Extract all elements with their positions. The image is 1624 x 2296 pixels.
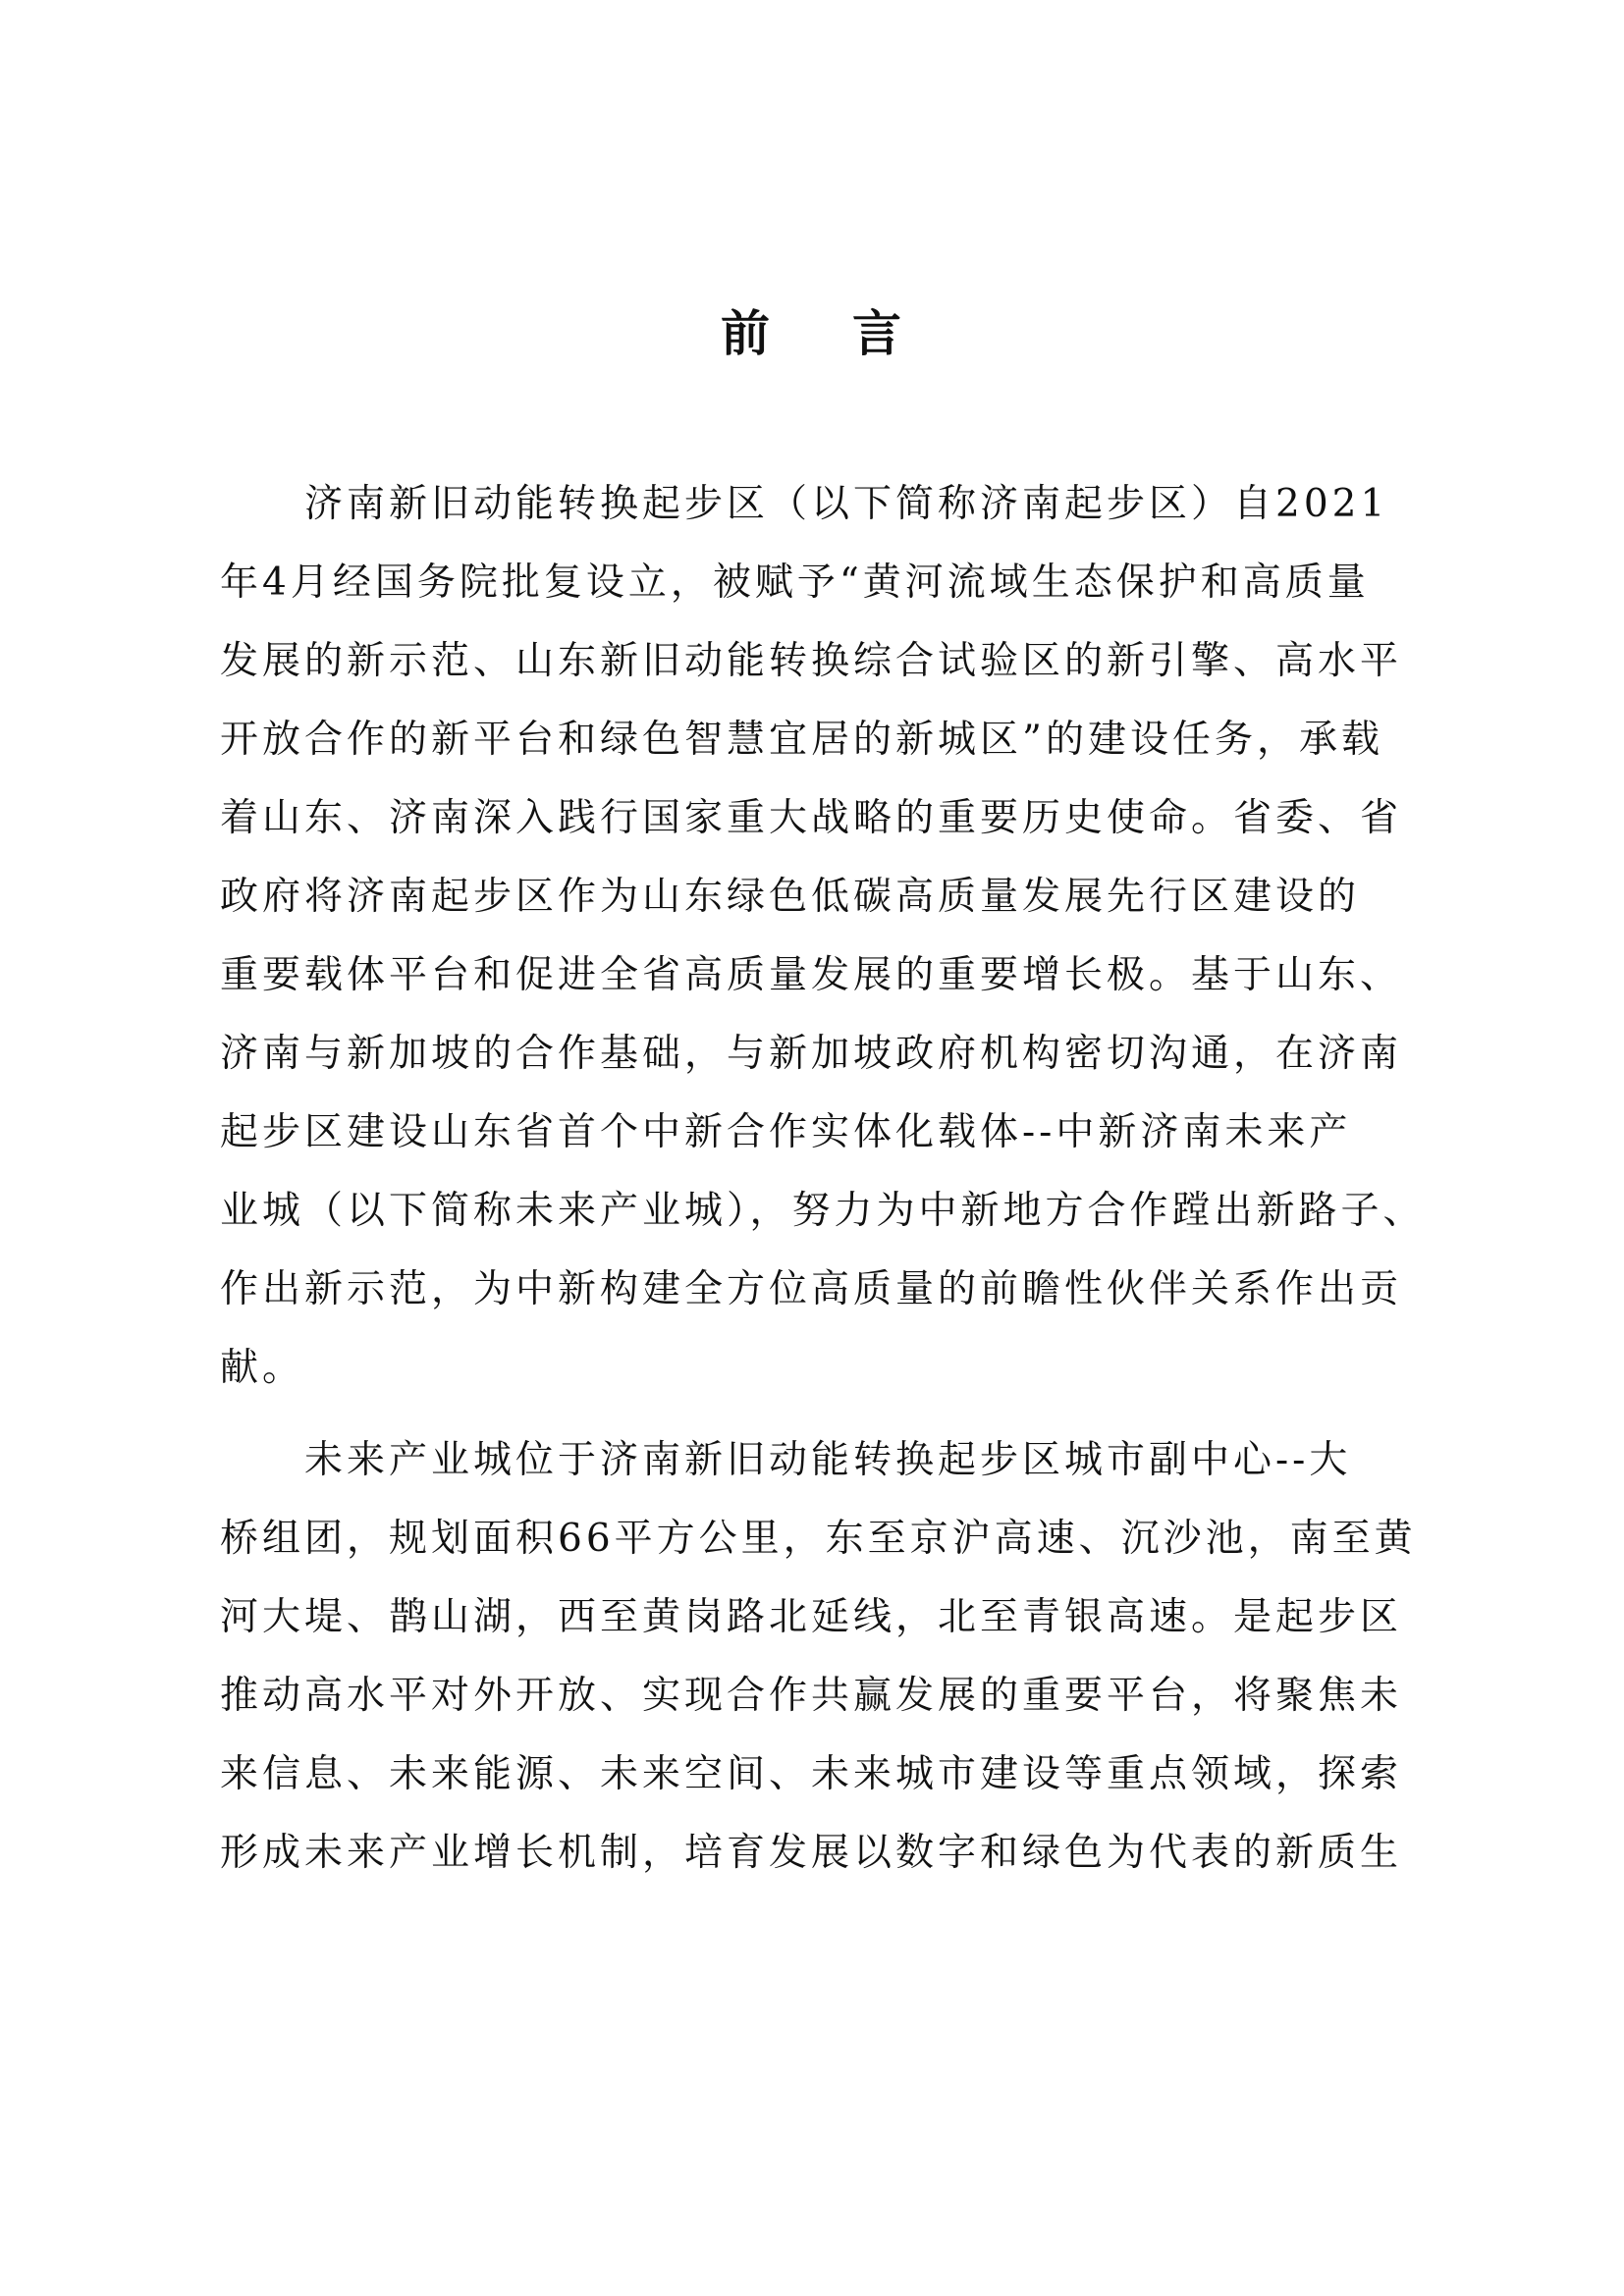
page-title (0, 294, 1624, 365)
paragraph-1-line-7: 重要载体平台和促进全省高质量发展的重要增长极。基于山东、 (220, 953, 1403, 997)
paragraph-1-line-12: 献。 (220, 1346, 305, 1390)
paragraph-1-line-3: 发展的新示范、山东新旧动能转换综合试验区的新引擎、高水平 (220, 639, 1403, 683)
paragraph-1-line-8: 济南与新加坡的合作基础，与新加坡政府机构密切沟通，在济南 (220, 1032, 1403, 1076)
paragraph-2-line-6: 形成未来产业增长机制，培育发展以数字和绿色为代表的新质生 (220, 1831, 1403, 1875)
paragraph-1-line-2: 年4月经国务院批复设立，被赋予“黄河流域生态保护和高质量 (220, 561, 1370, 605)
paragraph-2-line-4: 推动高水平对外开放、实现合作共赢发展的重要平台，将聚焦未 (220, 1674, 1403, 1718)
paragraph-1-line-10: 业城（以下简称未来产业城），努力为中新地方合作蹚出新路子、 (220, 1189, 1426, 1233)
paragraph-2-line-2: 桥组团，规划面积66平方公里，东至京沪高速、沉沙池，南至黄 (220, 1517, 1417, 1561)
paragraph-2-line-1: 未来产业城位于济南新旧动能转换起步区城市副中心--大 (304, 1438, 1352, 1482)
title-char-2: 言 (852, 305, 903, 362)
title-char-1: 前 (721, 305, 772, 362)
paragraph-1-line-5: 着山东、济南深入践行国家重大战略的重要历史使命。省委、省 (220, 796, 1403, 840)
paragraph-1-line-4: 开放合作的新平台和绿色智慧宜居的新城区”的建设任务，承载 (220, 718, 1383, 762)
paragraph-2-line-3: 河大堤、鹊山湖，西至黄岗路北延线，北至青银高速。是起步区 (220, 1595, 1403, 1639)
paragraph-2-line-5: 来信息、未来能源、未来空间、未来城市建设等重点领域，探索 (220, 1752, 1403, 1796)
paragraph-1-line-9: 起步区建设山东省首个中新合作实体化载体--中新济南未来产 (220, 1110, 1352, 1154)
paragraph-1-line-1: 济南新旧动能转换起步区（以下简称济南起步区）自2021 (304, 482, 1389, 526)
paragraph-1-line-6: 政府将济南起步区作为山东绿色低碳高质量发展先行区建设的 (220, 875, 1361, 919)
paragraph-1-line-11: 作出新示范，为中新构建全方位高质量的前瞻性伙伴关系作出贡 (220, 1267, 1403, 1311)
